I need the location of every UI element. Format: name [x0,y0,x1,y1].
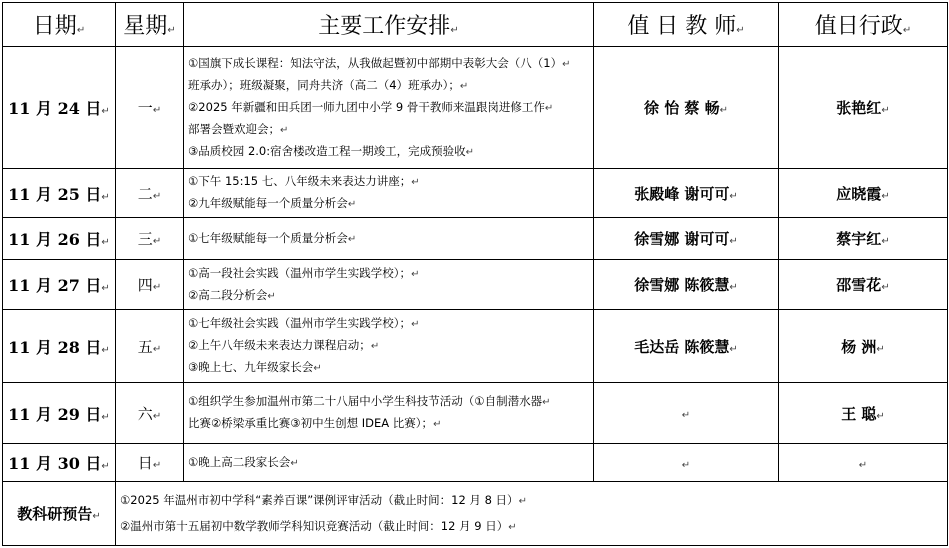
paragraph-mark: ↵ [858,459,868,471]
admin-name: 张艳红 [836,99,882,117]
date-text: 11 月 30 日 [8,454,102,473]
paragraph-mark: ↵ [280,124,289,136]
weekday-text: 一 [137,99,153,117]
task-line [188,75,589,97]
paragraph-mark: ↵ [881,105,890,116]
teacher-cell [594,444,779,482]
paragraph-mark: ↵ [152,343,162,355]
paragraph-mark: ↵ [101,461,110,472]
paragraph-mark: ↵ [459,80,469,92]
paragraph-mark: ↵ [411,319,420,330]
date-cell [3,310,116,383]
weekday-cell [116,47,184,169]
task-text: ①晚上高二段家长会 [188,454,291,469]
task-line [188,313,589,335]
task-line [188,357,589,379]
teacher-names: 徐 怡 蔡 畅 [643,99,720,117]
date-text: 11 月 28 日 [8,337,102,357]
date-text: 11 月 24 日 [8,99,102,118]
task-text: ②上午八年级未来表达力课程启动； [188,338,371,352]
admin-cell [779,444,948,482]
weekday-text: 三 [137,230,153,248]
teacher-cell [594,310,779,383]
teacher-cell [594,169,779,218]
preview-item: ②温州市第十五届初中数学教师学科知识竞赛活动（截止时间：12 月 9 日）↵ [120,518,517,533]
paragraph-mark: ↵ [152,410,162,422]
task-line [188,228,589,250]
tasks-cell [184,47,594,169]
task-line [188,53,589,75]
paragraph-mark: ↵ [267,290,276,302]
admin-cell [779,169,948,218]
paragraph-mark: ↵ [370,341,380,352]
paragraph-mark: ↵ [347,199,357,210]
teacher-cell [594,260,779,310]
paragraph-mark: ↵ [411,177,420,188]
schedule-row [3,218,948,260]
paragraph-mark: ↵ [881,236,890,247]
schedule-row [3,444,948,482]
task-text: ③品质校园 2.0:宿舍楼改造工程一期竣工，完成预验收 [188,143,466,158]
paragraph-mark: ↵ [729,236,738,247]
date-cell [3,260,116,310]
header-admin: 值日行政↵ [779,3,948,47]
task-line [188,285,589,307]
paragraph-mark: ↵ [881,282,890,293]
duty-schedule-table [2,2,948,546]
paragraph-mark: ↵ [729,282,738,293]
admin-cell [779,383,948,444]
paragraph-mark: ↵ [152,460,162,471]
paragraph-mark: ↵ [290,457,299,469]
task-line [188,97,589,119]
date-text: 11 月 29 日 [8,404,102,424]
header-teacher: 值 日 教 师↵ [594,3,779,47]
schedule-row [3,47,948,169]
paragraph-mark: ↵ [101,411,110,423]
date-cell [3,47,116,169]
paragraph-mark: ↵ [101,344,110,356]
task-line [188,119,589,141]
paragraph-mark: ↵ [465,146,475,158]
weekday-cell [116,169,184,218]
tasks-cell [184,444,594,482]
header-date: 日期↵ [3,3,116,47]
task-line [188,141,589,163]
task-line [188,391,589,413]
schedule-row [3,310,948,383]
schedule-row [3,169,948,218]
task-line [188,335,589,357]
weekday-text: 二 [137,184,153,203]
task-text: ①七年级赋能每一个质量分析会 [188,230,348,245]
date-cell [3,444,116,482]
paragraph-mark: ↵ [313,363,322,374]
admin-cell [779,47,948,169]
weekday-cell [116,444,184,482]
admin-cell [779,260,948,310]
weekday-text: 四 [137,276,153,294]
task-text: ①国旗下成长课程：知法守法，从我做起暨初中部期中表彰大会（八（1） [188,55,563,70]
header-row [3,3,948,47]
admin-cell [779,218,948,260]
task-text: 比赛②桥梁承重比赛③初中生创想 IDEA 比赛）； [188,416,434,430]
paragraph-mark: ↵ [152,236,162,247]
task-line [188,413,589,435]
paragraph-mark: ↵ [881,190,890,202]
paragraph-mark: ↵ [433,419,442,430]
schedule-row [3,383,948,444]
teacher-cell [594,47,779,169]
date-cell [3,218,116,260]
tasks-cell [184,218,594,260]
paragraph-mark: ↵ [542,397,551,408]
teacher-names: 张殿峰 谢可可 [634,184,730,203]
paragraph-mark: ↵ [101,106,110,117]
paragraph-mark: ↵ [681,410,691,421]
paragraph-mark: ↵ [411,268,420,280]
paragraph-mark: ↵ [347,233,357,245]
preview-item: ①2025 年温州市初中学科“素养百课”课例评审活动（截止时间：12 月 8 日）↵ [120,492,527,507]
preview-label: 教科研预告↵ [3,482,116,546]
teacher-names: 徐雪娜 谢可可 [634,230,730,248]
date-text: 11 月 27 日 [8,276,102,295]
task-text: 班承办）；班级凝聚，同舟共济（高二（4）班承办）； [188,77,460,92]
header-tasks: 主要工作安排↵ [184,3,594,47]
paragraph-mark: ↵ [152,190,162,202]
task-line [188,263,589,285]
admin-name: 应晓霞 [836,184,882,203]
paragraph-mark: ↵ [101,283,110,294]
task-text: ③晚上七、九年级家长会 [188,360,314,374]
task-text: ②高二段分析会 [188,287,268,302]
paragraph-mark: ↵ [101,191,110,203]
teacher-cell [594,218,779,260]
paragraph-mark: ↵ [101,237,110,248]
task-line [188,452,589,474]
date-cell [3,383,116,444]
date-text: 11 月 26 日 [8,230,102,249]
weekday-cell [116,310,184,383]
task-text: ①下午 15:15 七、八年级未来表达力讲座； [188,174,412,188]
admin-name: 杨 洲 [841,337,877,356]
task-text: ①七年级社会实践（温州市学生实践学校）； [188,316,412,330]
weekday-text: 五 [137,337,153,356]
weekday-cell [116,218,184,260]
weekday-text: 日 [137,454,153,472]
preview-content [116,482,948,546]
tasks-cell [184,383,594,444]
paragraph-mark: ↵ [729,190,738,202]
task-text: ②2025 年新疆和田兵团一师九团中小学 9 骨干教师来温跟岗进修工作 [188,99,545,114]
weekday-cell [116,260,184,310]
admin-name: 王 聪 [841,404,877,423]
schedule-row [3,260,948,310]
task-line [188,171,589,193]
paragraph-mark: ↵ [562,58,571,70]
teacher-names: 徐雪娜 陈筱慧 [634,276,730,294]
weekday-cell [116,383,184,444]
tasks-cell [184,260,594,310]
paragraph-mark: ↵ [719,105,729,116]
task-line [188,193,589,215]
tasks-cell [184,169,594,218]
task-text: ①高一段社会实践（温州市学生实践学校）； [188,265,412,280]
admin-cell [779,310,948,383]
paragraph-mark: ↵ [544,102,554,114]
date-text: 11 月 25 日 [8,184,102,204]
admin-name: 邵雪花 [836,276,882,294]
task-text: 部署会暨欢迎会； [188,121,280,136]
paragraph-mark: ↵ [876,343,885,355]
weekday-text: 六 [137,404,153,423]
header-weekday: 星期↵ [116,3,184,47]
tasks-cell [184,310,594,383]
paragraph-mark: ↵ [729,343,738,355]
teacher-cell [594,383,779,444]
admin-name: 蔡宇红 [836,230,882,248]
preview-row [3,482,948,546]
task-text: ①组织学生参加温州市第二十八届中小学生科技节活动（①自制潜水器 [188,394,543,408]
paragraph-mark: ↵ [681,459,691,471]
paragraph-mark: ↵ [876,410,885,422]
task-text: ②九年级赋能每一个质量分析会 [188,196,348,210]
paragraph-mark: ↵ [152,105,162,116]
paragraph-mark: ↵ [152,282,162,293]
teacher-names: 毛达岳 陈筱慧 [634,337,730,356]
date-cell [3,169,116,218]
